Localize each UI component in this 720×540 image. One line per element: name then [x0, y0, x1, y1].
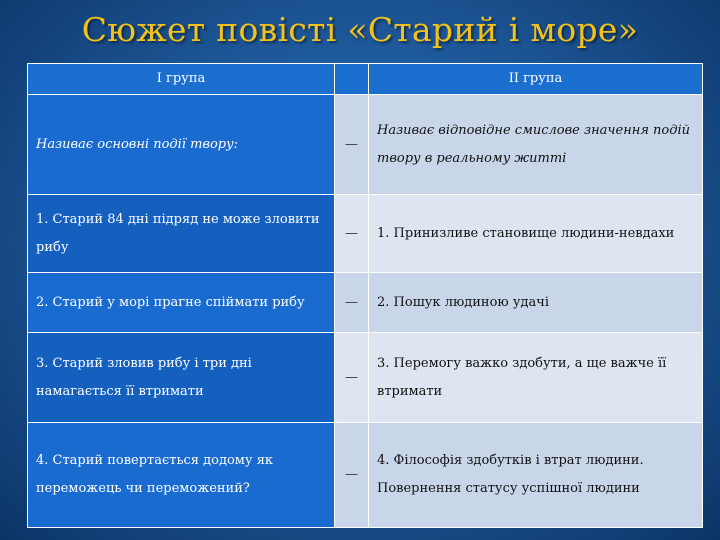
- row-1-dash: —: [335, 195, 369, 273]
- row-2-meaning: 2. Пошук людиною удачі: [369, 273, 703, 333]
- row-3-event: 3. Старий зловив рибу і три дні намагається її втримати: [28, 333, 335, 423]
- row-4-meaning: 4. Філософія здобутків і втрат людини. Повернення статусу успішної людини: [369, 423, 703, 528]
- row-1-event: 1. Старий 84 дні підряд не може зловити рибу: [28, 195, 335, 273]
- header-group-2: ІІ група: [369, 64, 703, 95]
- row-0-dash: —: [335, 95, 369, 195]
- row-0-meaning: Називає відповідне смислове значення подій твору в реальному житті: [369, 95, 703, 195]
- row-2-event: 2. Старий у морі прагне спіймати рибу: [28, 273, 335, 333]
- row-3-meaning: 3. Перемогу важко здобути, а ще важче її втримати: [369, 333, 703, 423]
- table-header-row: [28, 64, 703, 95]
- table-row: [28, 195, 703, 273]
- header-middle: [335, 64, 369, 95]
- table-row: [28, 333, 703, 423]
- row-4-dash: —: [335, 423, 369, 528]
- table-row: [28, 273, 703, 333]
- table-row: [28, 95, 703, 195]
- row-0-event: Називає основні події твору:: [28, 95, 335, 195]
- row-3-dash: —: [335, 333, 369, 423]
- table-row: [28, 423, 703, 528]
- row-2-dash: —: [335, 273, 369, 333]
- header-group-1: І група: [28, 64, 335, 95]
- slide-title: Сюжет повісті «Старий і море»: [81, 10, 639, 49]
- plot-table: [27, 63, 703, 528]
- row-4-event: 4. Старий повертається додому як переможець чи переможений?: [28, 423, 335, 528]
- row-1-meaning: 1. Принизливе становище людини-невдахи: [369, 195, 703, 273]
